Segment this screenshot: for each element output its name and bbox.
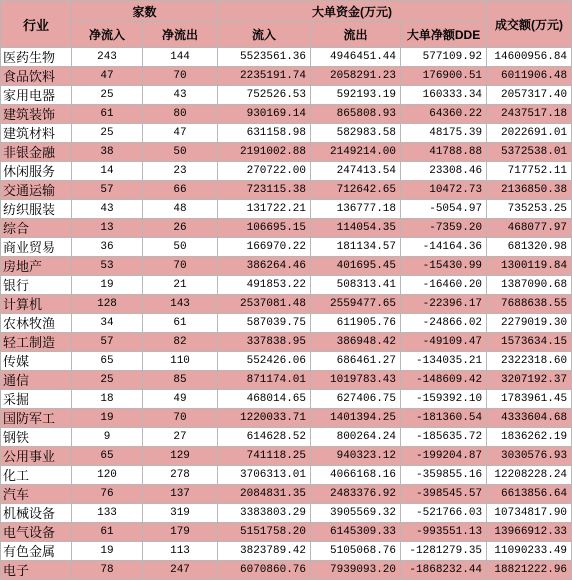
cell-dde: -359855.16 <box>401 466 487 485</box>
cell-turnover: 681320.98 <box>487 238 572 257</box>
cell-inflow: 270722.00 <box>218 162 311 181</box>
cell-turnover: 468077.97 <box>487 219 572 238</box>
cell-outflow: 865808.93 <box>311 105 401 124</box>
cell-inflow: 587039.75 <box>218 314 311 333</box>
cell-dde: 160333.34 <box>401 86 487 105</box>
cell-net-in-count: 78 <box>72 561 143 580</box>
cell-turnover: 3207192.37 <box>487 371 572 390</box>
cell-inflow: 6070860.76 <box>218 561 311 580</box>
cell-net-in-count: 47 <box>72 67 143 86</box>
table-row <box>1 542 572 561</box>
cell-net-out-count: 179 <box>143 523 218 542</box>
cell-net-in-count: 19 <box>72 276 143 295</box>
cell-dde: 23308.46 <box>401 162 487 181</box>
table-row <box>1 352 572 371</box>
cell-dde: -1281279.35 <box>401 542 487 561</box>
table-row <box>1 295 572 314</box>
cell-inflow: 131722.21 <box>218 200 311 219</box>
table-row <box>1 257 572 276</box>
cell-industry: 有色金属 <box>1 542 72 561</box>
cell-industry: 通信 <box>1 371 72 390</box>
cell-turnover: 717752.11 <box>487 162 572 181</box>
cell-net-in-count: 65 <box>72 447 143 466</box>
cell-dde: 41788.88 <box>401 143 487 162</box>
cell-industry: 房地产 <box>1 257 72 276</box>
cell-turnover: 14600956.84 <box>487 48 572 67</box>
cell-turnover: 2057317.40 <box>487 86 572 105</box>
cell-turnover: 1783961.45 <box>487 390 572 409</box>
cell-turnover: 2022691.01 <box>487 124 572 143</box>
cell-net-out-count: 70 <box>143 409 218 428</box>
cell-turnover: 5372538.01 <box>487 143 572 162</box>
cell-net-out-count: 80 <box>143 105 218 124</box>
cell-net-in-count: 61 <box>72 105 143 124</box>
cell-net-in-count: 25 <box>72 371 143 390</box>
cell-net-out-count: 47 <box>143 124 218 143</box>
cell-inflow: 491853.22 <box>218 276 311 295</box>
table-row <box>1 428 572 447</box>
cell-net-out-count: 66 <box>143 181 218 200</box>
cell-outflow: 7939093.20 <box>311 561 401 580</box>
cell-turnover: 11090233.49 <box>487 542 572 561</box>
cell-turnover: 6613856.64 <box>487 485 572 504</box>
table-row <box>1 67 572 86</box>
table-row <box>1 219 572 238</box>
cell-dde: -5054.97 <box>401 200 487 219</box>
cell-turnover: 2279019.30 <box>487 314 572 333</box>
table-body <box>1 48 572 580</box>
cell-outflow: 136777.18 <box>311 200 401 219</box>
cell-dde: 10472.73 <box>401 181 487 200</box>
table-row <box>1 485 572 504</box>
cell-dde: -181360.54 <box>401 409 487 428</box>
cell-outflow: 4946451.44 <box>311 48 401 67</box>
cell-outflow: 1019783.43 <box>311 371 401 390</box>
cell-net-out-count: 319 <box>143 504 218 523</box>
cell-dde: -14164.36 <box>401 238 487 257</box>
header-inflow: 流入 <box>218 22 311 48</box>
cell-dde: -24866.02 <box>401 314 487 333</box>
cell-net-in-count: 43 <box>72 200 143 219</box>
cell-industry: 休闲服务 <box>1 162 72 181</box>
cell-industry: 医药生物 <box>1 48 72 67</box>
header-net-out-count: 净流出 <box>143 22 218 48</box>
cell-industry: 钢铁 <box>1 428 72 447</box>
table-row <box>1 561 572 580</box>
cell-turnover: 6011906.48 <box>487 67 572 86</box>
cell-net-out-count: 21 <box>143 276 218 295</box>
header-big-order-group: 大单资金(万元) <box>218 1 487 22</box>
cell-inflow: 723115.38 <box>218 181 311 200</box>
cell-net-in-count: 38 <box>72 143 143 162</box>
cell-outflow: 508313.41 <box>311 276 401 295</box>
cell-dde: 176900.51 <box>401 67 487 86</box>
cell-outflow: 4066168.16 <box>311 466 401 485</box>
cell-outflow: 5105068.76 <box>311 542 401 561</box>
cell-industry: 纺织服装 <box>1 200 72 219</box>
cell-outflow: 800264.24 <box>311 428 401 447</box>
table-row <box>1 390 572 409</box>
cell-turnover: 1387090.68 <box>487 276 572 295</box>
cell-net-in-count: 128 <box>72 295 143 314</box>
cell-industry: 综合 <box>1 219 72 238</box>
cell-outflow: 3905569.32 <box>311 504 401 523</box>
cell-outflow: 2058291.23 <box>311 67 401 86</box>
cell-dde: -398545.57 <box>401 485 487 504</box>
cell-industry: 电子 <box>1 561 72 580</box>
header-turnover: 成交额(万元) <box>487 1 572 48</box>
cell-net-out-count: 113 <box>143 542 218 561</box>
cell-net-in-count: 133 <box>72 504 143 523</box>
cell-turnover: 1300119.84 <box>487 257 572 276</box>
cell-inflow: 2191002.88 <box>218 143 311 162</box>
cell-net-out-count: 137 <box>143 485 218 504</box>
table-row <box>1 124 572 143</box>
cell-outflow: 1401394.25 <box>311 409 401 428</box>
cell-turnover: 1836262.19 <box>487 428 572 447</box>
cell-inflow: 2537081.48 <box>218 295 311 314</box>
cell-inflow: 5523561.36 <box>218 48 311 67</box>
header-outflow: 流出 <box>311 22 401 48</box>
cell-net-out-count: 50 <box>143 143 218 162</box>
table-row <box>1 276 572 295</box>
cell-industry: 计算机 <box>1 295 72 314</box>
cell-outflow: 6145309.33 <box>311 523 401 542</box>
cell-industry: 传媒 <box>1 352 72 371</box>
cell-net-in-count: 65 <box>72 352 143 371</box>
table-row <box>1 238 572 257</box>
cell-industry: 国防军工 <box>1 409 72 428</box>
cell-industry: 电气设备 <box>1 523 72 542</box>
cell-net-out-count: 143 <box>143 295 218 314</box>
cell-dde: -199204.87 <box>401 447 487 466</box>
cell-turnover: 735253.25 <box>487 200 572 219</box>
cell-outflow: 582983.58 <box>311 124 401 143</box>
cell-outflow: 940323.12 <box>311 447 401 466</box>
cell-net-in-count: 19 <box>72 409 143 428</box>
cell-dde: -185635.72 <box>401 428 487 447</box>
header-dde: 大单净额DDE <box>401 22 487 48</box>
cell-outflow: 2149214.00 <box>311 143 401 162</box>
cell-turnover: 2437517.18 <box>487 105 572 124</box>
cell-outflow: 627406.75 <box>311 390 401 409</box>
header-net-in-count: 净流入 <box>72 22 143 48</box>
cell-outflow: 2559477.65 <box>311 295 401 314</box>
cell-outflow: 712642.65 <box>311 181 401 200</box>
cell-net-in-count: 120 <box>72 466 143 485</box>
cell-net-in-count: 76 <box>72 485 143 504</box>
cell-net-out-count: 61 <box>143 314 218 333</box>
cell-dde: -49109.47 <box>401 333 487 352</box>
cell-net-out-count: 26 <box>143 219 218 238</box>
cell-inflow: 3823789.42 <box>218 542 311 561</box>
cell-inflow: 106695.15 <box>218 219 311 238</box>
table-row <box>1 105 572 124</box>
cell-net-out-count: 27 <box>143 428 218 447</box>
cell-net-in-count: 25 <box>72 124 143 143</box>
cell-turnover: 10734817.90 <box>487 504 572 523</box>
cell-net-in-count: 36 <box>72 238 143 257</box>
cell-net-out-count: 278 <box>143 466 218 485</box>
cell-turnover: 7688638.55 <box>487 295 572 314</box>
cell-turnover: 12208228.24 <box>487 466 572 485</box>
cell-net-in-count: 243 <box>72 48 143 67</box>
cell-inflow: 5151758.20 <box>218 523 311 542</box>
table-row <box>1 504 572 523</box>
table-row <box>1 162 572 181</box>
cell-net-in-count: 13 <box>72 219 143 238</box>
table-row <box>1 314 572 333</box>
cell-outflow: 592193.19 <box>311 86 401 105</box>
cell-industry: 轻工制造 <box>1 333 72 352</box>
cell-net-out-count: 50 <box>143 238 218 257</box>
cell-net-out-count: 70 <box>143 257 218 276</box>
cell-net-in-count: 61 <box>72 523 143 542</box>
cell-dde: -16460.20 <box>401 276 487 295</box>
cell-turnover: 1573634.15 <box>487 333 572 352</box>
table-row <box>1 409 572 428</box>
cell-dde: -15430.99 <box>401 257 487 276</box>
table-row <box>1 86 572 105</box>
cell-inflow: 752526.53 <box>218 86 311 105</box>
cell-net-in-count: 53 <box>72 257 143 276</box>
header-industry: 行业 <box>1 1 72 48</box>
cell-inflow: 468014.65 <box>218 390 311 409</box>
cell-net-out-count: 110 <box>143 352 218 371</box>
cell-dde: -1868232.44 <box>401 561 487 580</box>
cell-outflow: 2483376.92 <box>311 485 401 504</box>
cell-industry: 化工 <box>1 466 72 485</box>
cell-net-out-count: 129 <box>143 447 218 466</box>
cell-industry: 汽车 <box>1 485 72 504</box>
cell-inflow: 3706313.01 <box>218 466 311 485</box>
cell-dde: 48175.39 <box>401 124 487 143</box>
cell-industry: 商业贸易 <box>1 238 72 257</box>
cell-dde: 577109.92 <box>401 48 487 67</box>
cell-dde: -159392.10 <box>401 390 487 409</box>
cell-inflow: 930169.14 <box>218 105 311 124</box>
cell-net-out-count: 49 <box>143 390 218 409</box>
cell-outflow: 247413.54 <box>311 162 401 181</box>
table-row <box>1 48 572 67</box>
cell-industry: 农林牧渔 <box>1 314 72 333</box>
cell-turnover: 3030576.93 <box>487 447 572 466</box>
cell-net-out-count: 247 <box>143 561 218 580</box>
cell-net-in-count: 9 <box>72 428 143 447</box>
cell-turnover: 2322318.60 <box>487 352 572 371</box>
cell-dde: -148609.42 <box>401 371 487 390</box>
cell-inflow: 166970.22 <box>218 238 311 257</box>
table-row <box>1 523 572 542</box>
cell-industry: 采掘 <box>1 390 72 409</box>
cell-industry: 非银金融 <box>1 143 72 162</box>
cell-inflow: 2235191.74 <box>218 67 311 86</box>
cell-outflow: 181134.57 <box>311 238 401 257</box>
cell-net-in-count: 25 <box>72 86 143 105</box>
cell-net-out-count: 23 <box>143 162 218 181</box>
table-header <box>1 1 572 48</box>
cell-outflow: 401695.45 <box>311 257 401 276</box>
table-row <box>1 371 572 390</box>
cell-inflow: 552426.06 <box>218 352 311 371</box>
cell-industry: 建筑装饰 <box>1 105 72 124</box>
table-row <box>1 200 572 219</box>
cell-industry: 银行 <box>1 276 72 295</box>
cell-net-out-count: 144 <box>143 48 218 67</box>
cell-inflow: 337838.95 <box>218 333 311 352</box>
table-row <box>1 447 572 466</box>
cell-outflow: 686461.27 <box>311 352 401 371</box>
table-row <box>1 333 572 352</box>
table-row <box>1 466 572 485</box>
cell-inflow: 614628.52 <box>218 428 311 447</box>
cell-net-out-count: 82 <box>143 333 218 352</box>
cell-inflow: 741118.25 <box>218 447 311 466</box>
cell-inflow: 871174.01 <box>218 371 311 390</box>
cell-industry: 交通运输 <box>1 181 72 200</box>
cell-industry: 家用电器 <box>1 86 72 105</box>
cell-net-in-count: 57 <box>72 333 143 352</box>
table-row <box>1 181 572 200</box>
cell-net-out-count: 70 <box>143 67 218 86</box>
cell-dde: -134035.21 <box>401 352 487 371</box>
cell-net-out-count: 85 <box>143 371 218 390</box>
cell-dde: -22396.17 <box>401 295 487 314</box>
cell-inflow: 631158.98 <box>218 124 311 143</box>
cell-net-in-count: 57 <box>72 181 143 200</box>
cell-net-out-count: 48 <box>143 200 218 219</box>
cell-industry: 机械设备 <box>1 504 72 523</box>
cell-outflow: 611905.76 <box>311 314 401 333</box>
cell-dde: -521766.03 <box>401 504 487 523</box>
cell-dde: 64360.22 <box>401 105 487 124</box>
cell-turnover: 4333604.68 <box>487 409 572 428</box>
cell-net-in-count: 19 <box>72 542 143 561</box>
table-row <box>1 143 572 162</box>
cell-industry: 公用事业 <box>1 447 72 466</box>
cell-dde: -7359.20 <box>401 219 487 238</box>
cell-net-in-count: 18 <box>72 390 143 409</box>
cell-net-in-count: 34 <box>72 314 143 333</box>
cell-turnover: 13966912.33 <box>487 523 572 542</box>
cell-outflow: 114054.35 <box>311 219 401 238</box>
cell-industry: 建筑材料 <box>1 124 72 143</box>
cell-turnover: 2136850.38 <box>487 181 572 200</box>
header-count-group: 家数 <box>72 1 218 22</box>
cell-industry: 食品饮料 <box>1 67 72 86</box>
cell-inflow: 3383803.29 <box>218 504 311 523</box>
cell-inflow: 1220033.71 <box>218 409 311 428</box>
cell-outflow: 386948.42 <box>311 333 401 352</box>
cell-turnover: 18821222.96 <box>487 561 572 580</box>
cell-net-in-count: 14 <box>72 162 143 181</box>
cell-inflow: 2084831.35 <box>218 485 311 504</box>
cell-dde: -993551.13 <box>401 523 487 542</box>
cell-net-out-count: 43 <box>143 86 218 105</box>
cell-inflow: 386264.46 <box>218 257 311 276</box>
